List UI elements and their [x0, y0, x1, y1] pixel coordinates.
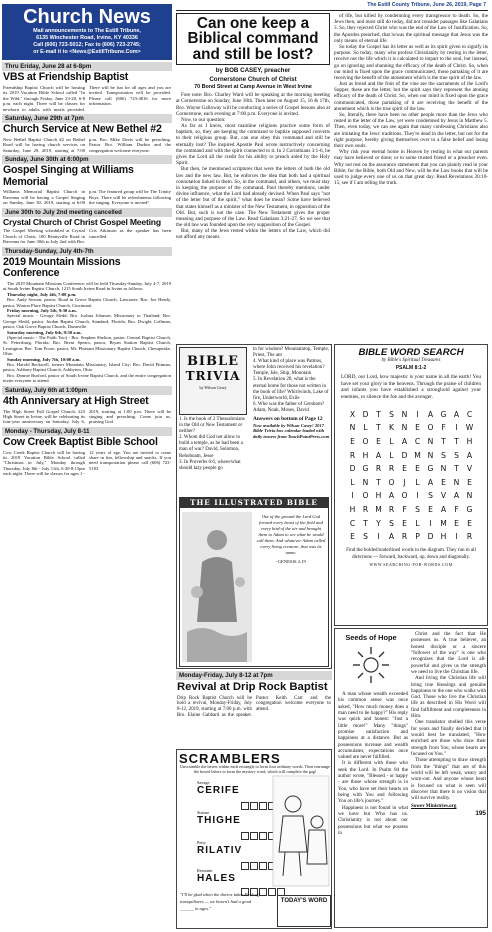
word-search-letter[interactable]: S — [415, 505, 420, 514]
event-paragraph: Bro. Harold Beckwell, former Mountain Missionary, Island City; Bro. David Pittman, pastor, Ashbury Baptist Church, Ashbyton, Ohio. — [3, 362, 171, 373]
event-date: Thursday-Sunday, July 4th-7th — [2, 247, 172, 256]
word-search-letter[interactable]: M — [414, 450, 421, 460]
word-search-letter[interactable]: W — [465, 423, 474, 433]
word-search-letter[interactable]: S — [428, 491, 433, 501]
scramble-word-3 — [197, 840, 242, 857]
word-search-byline: by Bible's Spiritual Treasures — [381, 358, 441, 364]
word-search-letter[interactable]: R — [388, 464, 395, 474]
word-search-letter[interactable]: N — [427, 437, 434, 447]
word-search-letter[interactable]: E — [415, 423, 420, 433]
word-search-letter[interactable]: N — [466, 491, 473, 501]
word-search-letter[interactable]: E — [467, 518, 472, 528]
scramble-hint: Stature — [197, 810, 210, 815]
seeds-column-left — [338, 691, 408, 836]
article-paragraph: of life, but killed by condemning every transgressor to death. So, the Jews then, and most still do today, did not consider passages like Galatians 3. So, they rejected Christ who was the end of the Law of Justification. So, the Apostles preached, that is/was the spiritual message that Jesus was the only means of eternal life. — [334, 13, 488, 44]
word-search-row — [346, 517, 476, 531]
event-body: Friendship Baptist Church will be hosting its 2019 Vacation Bible School called "In the Wild," through Friday, June 23-28, 6-8 p.m. each night. There will be classes for newborn to adults with meals provided. There will be fun for all ages and you are invited. Transportation will be provided. Please call (606) 723-4816 for more information. — [3, 84, 171, 112]
scramble-letters: THIGHE — [197, 815, 241, 827]
event-paragraph: The 2019 Mountain Missions Conference will be held Thursday-Sunday, July 4-7, 2019 at South Irvine Baptist Church, 1215 South Irvine Road in Irvine as follows: — [3, 280, 171, 292]
running-head: The Estill County Tribune, June 26, 2019, Page 7 — [176, 2, 488, 11]
word-search-letter[interactable]: F — [441, 423, 446, 433]
caption-line: ______ in ages." — [180, 905, 212, 911]
word-search-reference: PSALM 8:1-2 — [395, 365, 427, 372]
event-crystal — [2, 208, 172, 245]
scramble-letters: CERIFE — [197, 785, 240, 797]
event-date: June 30th to July 2nd meeting cancelled — [2, 208, 172, 217]
word-search-letter[interactable]: S — [454, 450, 459, 460]
event-body: The High Street Full Gospel Church, 223 High Street in Irvine, will be celebrating its four-year anniversary on Saturday, July 6, 2019, starting at 1:00 p.m. There will be singing and preaching. Come join us, praising God. — [3, 408, 171, 425]
word-search-letter[interactable]: I — [455, 532, 458, 542]
word-search-letter[interactable]: E — [454, 518, 459, 528]
word-search-letter[interactable]: I — [416, 409, 419, 419]
word-search-letter[interactable]: M — [375, 505, 382, 514]
illustration-caption — [256, 514, 326, 565]
seed-icon — [349, 645, 393, 685]
event-paragraph: (Special music - The Faith Trio) - Bro. Stephen Shelton, pastor, Central Baptist Church, St. Petersburg, Florida; Bro. Brent Spears, pastor, Bryan Station Baptist Church, Lexington; Bro. Tom Poore, pastor, Mt. Pleasant Missionary Baptist Church, Chesapeake, Ohio. — [3, 335, 171, 357]
event-date: Monday-Friday, July 8-12 at 7pm — [176, 671, 332, 680]
word-search-letter[interactable]: D — [401, 450, 408, 460]
scramble-word-4 — [197, 868, 236, 885]
trivia-logo-by: by Wilson Casey — [199, 385, 227, 391]
illustration-reference: -GENESIS 2:19 — [276, 558, 306, 564]
event-paragraph: Bro. Andy Sexton, pastor, Road in Grove Baptist Church, Lancaster; Bro. Joe Heady, pastor, Winton Place Baptist Church, Cincinnati. — [3, 297, 171, 308]
word-search-letter[interactable]: R — [362, 505, 369, 514]
seeds-paragraph: It is different with those who seek the Lord. In Psalm 84 the author wrote, "Blessed - or happy - are those whose strength is in You, who have set their hearts on being with You and following You on life's journey." — [338, 760, 408, 805]
word-search-letter[interactable]: T — [376, 409, 381, 419]
event-body: Williams Memorial Baptist Church in Ravenna will be having a Gospel Singing on Sunday, June 30, 2019, starting at 6:00 p.m. The featured group will be The Trinity Boys. There will be refreshments following the singing. Everyone is invited! — [3, 189, 171, 206]
church-news-column — [2, 4, 172, 929]
event-title: Gospel Singing at Williams Memorial — [3, 164, 134, 188]
scramble-hint: Restraint — [197, 868, 213, 873]
word-search-letter[interactable]: A — [401, 437, 408, 447]
trivia-question: 2. Whom did God not allow to build a temple, as he had been a man of war? David, Solomon, Rehoboam, Jesse — [179, 435, 243, 459]
word-search-letter[interactable]: A — [427, 409, 434, 419]
event-title: Revival at Drip Rock Baptist — [177, 681, 328, 694]
word-search-letter[interactable]: F — [402, 505, 407, 514]
scramble-word-1 — [197, 780, 240, 797]
illustration-image — [182, 512, 252, 662]
article-paragraph: So, literally, there have been no other people more than the Jews who rested in the letter of the Law, yet were condemned by Jesus in Matthew 5. Then, even today, we can see again that many confessing Christians also are imitating the Jews' traditions. They're dead in the letter, but not for the right purpose, hereby giving themselves over to a false belief and losing their own souls. — [334, 112, 488, 149]
word-search-letter[interactable]: I — [351, 491, 354, 501]
word-search-row — [346, 531, 476, 545]
seeds-of-hope — [334, 628, 488, 928]
word-search-letter[interactable]: A — [388, 532, 395, 542]
trivia-logo-line1: BIBLE — [186, 354, 240, 369]
word-search-letter[interactable]: G — [440, 409, 447, 419]
article-paragraph: So today the Gospel has its letter as well as its spirit given to signify its purpose. So today, many who profess Christianity by resting in the letter, receive not the life which it is calculated to impart to the soul, but instead, go on ignoring and shunning the efficacy of the death of Christ. So, when our mind is fixed upon the grace communicated, those partaking of it are receiving the benefit of the atonement which is the true spirit of the law. — [334, 43, 488, 81]
word-search-row — [346, 504, 476, 518]
trivia-note: Now available by Wilson Casey! 2017 Bible Trivia box calendar loaded with daily teasers from TouchPointPress.com — [253, 422, 330, 439]
church-news-title: Church News — [23, 6, 151, 28]
word-search-title: BIBLE WORD SEARCH — [358, 347, 464, 358]
word-search-letter[interactable]: T — [376, 423, 381, 433]
word-search-row — [346, 436, 476, 450]
word-search-letter[interactable]: A — [427, 477, 434, 487]
event-body: Drip Rock Baptist Church will be hold a revival, Monday-Friday, July 8-12, 2019, starting at 7:00 p.m. with Bro. Elaine Gabbard as the speaker. Pastor Keith Carr and the congregation welcome everyone to attend. — [177, 695, 331, 718]
main-article — [176, 13, 488, 343]
word-search-letter[interactable]: H — [375, 491, 382, 501]
word-search-letter[interactable]: F — [454, 505, 459, 514]
article-headline: Can one keep a Biblical command and still be lost? — [187, 15, 319, 63]
article-body-right — [334, 13, 488, 186]
word-search-letter[interactable]: G — [427, 464, 434, 474]
word-search-letter[interactable]: D — [427, 532, 434, 542]
word-search-letter[interactable]: P — [415, 532, 420, 542]
illustrated-bible-title: THE ILLUSTRATED BIBLE — [180, 498, 328, 508]
word-search-letter[interactable]: R — [349, 450, 356, 460]
word-search-letter[interactable]: S — [389, 409, 394, 419]
word-search-letter[interactable]: E — [350, 437, 355, 447]
word-search-letter[interactable]: A — [466, 450, 473, 460]
seeds-signature[interactable]: Sower Ministries.org — [411, 803, 457, 810]
event-new-bethel — [2, 114, 172, 153]
word-search-letter[interactable]: G — [466, 505, 473, 514]
word-search-letter[interactable]: H — [440, 532, 447, 542]
trivia-question: 1. Is the book of 2 Thessalonians in the Old or New Testament or neither? — [179, 417, 245, 435]
article-place: 70 Bond Street at Camp Avenue in West Irvine — [194, 83, 312, 90]
event-body: The Gospel Meeting scheduled at Crystal Church of Christ, 100 Beattyville Road in Ravenna for June 30th to July 2nd with Bro. Cris Atkinson as the speaker has been cancelled. — [3, 228, 171, 245]
event-paragraph: Special music - George Sledd; Bro. Joshua Johnson, Missionary to Thailand; Bro. George Sledd, pastor, Jordan Baptist Church, Standard, Florida; Bro. Dwight Coffman, pastor, Oak Grove Baptist Church, Dunnville. — [3, 313, 171, 330]
illustration-verse: Out of the ground the Lord God formed every beast of the field and every bird of the air and brought them to Adam to see what he would call them. And whatever Adam called every living creature, that was its name. — [256, 514, 326, 555]
article-left-column — [176, 13, 330, 241]
word-search-letter[interactable]: H — [362, 450, 369, 460]
article-church: Cornerstone Church of Christ — [209, 76, 297, 84]
bible-word-search — [334, 344, 488, 626]
word-search-instructions: Find the bolded/underlined words in the diagram. They run in all directions — forward, backward, up, down and diagonally. — [346, 548, 476, 560]
event-title: VBS at Friendship Baptist — [3, 71, 129, 84]
illustrated-bible — [179, 497, 329, 667]
event-paragraph: Thursday night, July 4th, 7:00 p.m. — [7, 291, 77, 297]
todays-word-box[interactable] — [277, 895, 331, 927]
caption-line: "I'll be glad when the doctor takes Herb off — [180, 892, 260, 897]
article-paragraph: As far as I know, most mainline religions practice some form of baptism, so, they are keeping the command to baptize supposed converts to their religious group. But, can one obey this command and still be eternally lost? The inspired Apostle Paul wrote instructively concerning the command and with the spirit connected to it. In 2 Corinthians 3:1-6, he gives the Lord all the credit for his ability to preach aided by the Holy Spirit. — [176, 123, 330, 167]
word-search-letter[interactable]: L — [415, 477, 420, 487]
seeds-paragraph: One translator studied this verse for years and finally decided that it would best be translated, "How enriched are those who draw their strength from You, whose hearts are focused on You." — [411, 719, 486, 757]
word-search-letter[interactable]: T — [363, 518, 368, 528]
word-search-url: WWW.SEARCHING-FOR-WORDS.COM — [369, 561, 453, 567]
word-search-letter[interactable]: E — [402, 518, 407, 528]
word-search-letter[interactable]: T — [454, 464, 459, 474]
trivia-questions-right — [253, 347, 330, 439]
scramblers-title: SCRAMBLERS — [179, 751, 281, 766]
event-paragraph: Saturday morning, July 6th, 9:30 a.m. — [7, 329, 82, 335]
event-body — [2, 281, 172, 384]
word-search-letter[interactable]: E — [415, 464, 420, 474]
trivia-logo-line2: TRIVIA — [185, 369, 241, 384]
word-search-letter[interactable]: O — [388, 477, 395, 487]
word-search-letter[interactable]: E — [376, 437, 381, 447]
article-paragraph: Now, to our question: — [181, 116, 226, 123]
word-search-letter[interactable]: I — [416, 491, 419, 501]
word-search-verse: LORD, our Lord, how majestic is your name in all the earth! You have set your glory in the heavens. Through the praise of children and infants you have established a stronghold against your enemies, to silence the foe and the avenger. — [341, 374, 481, 400]
scramble-hint: Savage — [197, 780, 210, 785]
word-search-letter[interactable]: D — [362, 409, 369, 419]
event-date: Monday - Thursday, July 8-11 — [2, 427, 172, 436]
word-search-letter[interactable]: A — [375, 450, 382, 460]
word-search-letter[interactable]: N — [362, 477, 369, 487]
event-title: 2019 Mountain Missions Conference — [3, 255, 121, 280]
event-paragraph: Sunday morning, July 7th, 10:00 a.m. — [7, 356, 81, 362]
word-search-letter[interactable]: N — [401, 423, 408, 433]
article-paragraph: Just as bread and the fruit of the vine are the sacraments of the Lord's Supper, these are the letter, but the spirit says they represent the atoning efficacy of the death of Christ. So, when our mind is fixed upon the grace communicated, those partaking of it are receiving the benefit of the atonement which is the true spirit of the law. — [334, 81, 488, 112]
event-title: Church Service at New Bethel #2 — [3, 123, 162, 136]
word-search-letter[interactable]: K — [389, 423, 394, 433]
scramblers-puzzle — [176, 749, 332, 929]
event-title: 4th Anniversary at High Street — [3, 394, 149, 407]
word-search-letter[interactable]: J — [403, 477, 406, 487]
word-search-letter[interactable]: A — [453, 491, 460, 501]
seeds-column-right — [411, 631, 486, 818]
word-search-letter[interactable]: T — [376, 477, 381, 487]
word-search-letter[interactable]: H — [466, 437, 473, 447]
scramble-hint: Petty — [197, 840, 206, 845]
word-search-letter[interactable]: S — [389, 518, 394, 528]
word-search-letter[interactable]: C — [466, 409, 473, 419]
event-paragraph: Friday morning, July 5th, 9:30 a.m. — [7, 308, 77, 314]
word-search-letter[interactable]: A — [388, 491, 395, 501]
seeds-paragraph: Happiness is not found in what we have but Who has us. Christianity is not about our possessions but what we possess in — [338, 804, 408, 836]
church-news-header — [2, 4, 172, 60]
word-search-letter[interactable]: H — [349, 505, 356, 514]
word-search-letter[interactable]: N — [440, 464, 447, 474]
word-search-letter[interactable]: T — [441, 437, 446, 447]
word-search-letter[interactable]: E — [467, 477, 472, 487]
word-search-letter[interactable]: X — [349, 409, 356, 419]
word-search-row — [346, 490, 476, 504]
word-search-letter[interactable]: O — [401, 491, 408, 501]
word-search-letter[interactable]: L — [350, 477, 355, 487]
word-search-row — [346, 449, 476, 463]
seeds-number: 195 — [475, 809, 486, 817]
word-search-letter[interactable]: L — [415, 518, 420, 528]
word-search-row — [346, 422, 476, 436]
seeds-paragraph: Christ and the fact that He possesses us. A true believer, an honest disciple or a sincere "follower of the way" is one who recognizes that the Lord is all-powerful and gives us the strength we need to live the Christian life. — [411, 631, 486, 675]
word-search-letter[interactable]: O — [362, 491, 369, 501]
word-search-letter[interactable]: N — [427, 450, 434, 460]
trivia-questions-left — [179, 417, 249, 472]
seeds-paragraph: And living the Christian life will bring true blessings and genuine happiness to the one who walks with God. Those who live the Christian life as described in His Word will find fulfillment and completeness in Him. — [411, 675, 486, 720]
event-cow-creek — [2, 427, 172, 477]
seeds-paragraph: A man whose wealth exceeded his common sense was once asked, "How much money does a man need to be happy?" His reply was quick and honest: "Just a little more!" Many "things" promise satisfaction and happiness at a distance. But as possessions increase and wealth accumulates, expectations once valued are never fulfilled. — [338, 691, 408, 761]
church-news-sub: Call (606) 723-5012; Fax to (606) 723-2745; — [33, 42, 141, 49]
event-date: Sunday, June 30th at 6:00pm — [2, 155, 172, 164]
word-search-letter[interactable]: O — [427, 423, 434, 433]
word-search-letter[interactable]: M — [440, 518, 447, 528]
event-title: Crystal Church of Christ Gospel Meeting — [3, 216, 161, 227]
word-search-letter[interactable]: C — [414, 437, 421, 447]
word-search-grid[interactable] — [346, 409, 476, 545]
todays-word-label: TODAY'S WORD — [280, 898, 328, 904]
word-search-letter[interactable]: R — [466, 532, 473, 542]
event-body: Cow Creek Baptist Church will be having its 2019 Vacation Bible School called "Christmas in July," Monday through Thursday, July 8th - July 11th, 6:30-8:15pm each night. There will be classes for ages 1 - 12 years of age. You are invited to come share in fun, fellowship and snacks. If you need transportation please call (606) 723-5183. — [3, 449, 171, 477]
scramble-letters: RILATIV — [197, 845, 243, 857]
word-search-letter[interactable]: S — [441, 450, 446, 460]
event-paragraph: Bro. Donnie Burford, pastor of South Irvine Baptist Church, and the entire congregation invite everyone to attend. — [3, 372, 171, 384]
trivia-question: 3. In Proverbs 6:6, where/what should lazy people go — [179, 459, 241, 471]
trivia-question: 4. What kind of place was Patmos, where John received his revelation? Temple, Isle, Ship, Mountain — [253, 359, 325, 377]
bible-trivia — [176, 344, 332, 669]
word-search-row — [346, 409, 476, 423]
word-search-letter[interactable]: O — [362, 437, 369, 447]
seeds-of-hope-logo — [337, 631, 405, 689]
word-search-letter[interactable]: V — [466, 464, 473, 474]
word-search-letter[interactable]: I — [377, 532, 380, 542]
trivia-answers-label: Answers on bottom of Page 12 — [253, 416, 323, 423]
seeds-paragraph: Those attempting to draw strength from the "things" that are of this world will be left weak, weary and worn-out. And anyone whose heart is focused on what is seen will discover that there is no vision that will survive reality. — [411, 757, 486, 802]
event-anniversary — [2, 386, 172, 425]
word-search-letter[interactable]: N — [349, 423, 356, 433]
word-search-letter[interactable]: L — [389, 437, 394, 447]
church-news-sub: 6135 Winchester Road, Irvine, KY 40336 — [36, 35, 138, 42]
word-search-letter[interactable]: C — [349, 518, 356, 528]
article-paragraph: Fore note: Bro. Charley Ward will be speaking at the morning meeting at Cornerstone on Sunday, June 30th. Then later on August 15, 16 & 17th, Bro. Wayne Galloway will be conducting a series of Gospel lessons also at Cornerstone, each evening at 7:00 p.m. Everyone is invited. — [176, 92, 330, 117]
word-search-letter[interactable]: G — [362, 464, 369, 474]
word-search-letter[interactable]: A — [440, 505, 447, 514]
article-headline-box — [176, 13, 330, 65]
word-search-letter[interactable]: D — [349, 464, 356, 474]
scramblers-instructions: Unscramble the letters within each rectangle to form four ordinary words. Then rearrange the boxed letters to form the mystery word, which will complete the gag! — [179, 764, 331, 774]
word-search-letter[interactable]: S — [363, 532, 368, 542]
event-date: Thru Eriday, June 28 at 6-8pm — [2, 62, 172, 71]
scramblers-caption — [180, 892, 276, 913]
scramble-word-2 — [197, 810, 241, 827]
event-date: Saturday, June 29th at 7pm — [2, 114, 172, 123]
seeds-logo-text: Seeds of Hope — [345, 633, 397, 642]
word-search-letter[interactable]: L — [389, 450, 394, 460]
trivia-question: to for wisdom? Mountaintop, Temple, Priest, The ant — [253, 347, 329, 359]
word-search-letter[interactable]: L — [363, 423, 368, 433]
word-search-letter[interactable]: R — [388, 505, 395, 514]
caption-line: tranquilizers — we haven't had a good — [180, 898, 252, 904]
article-paragraph: Why risk your eternal home in Heaven by resting in what our parents may have believed or done; or to some trusted friend or a preacher even. Why not rest on the assurance statements that you can plainly read in your Bible; for the Bible, both Old and New, will be the Law books that will be used to judge every one of us on that great day. Read Revelations 20:10-15, see if I am telling the truth. — [334, 149, 488, 187]
event-drip-rock — [176, 671, 332, 747]
word-search-letter[interactable]: E — [428, 505, 433, 514]
word-search-letter[interactable]: Y — [376, 518, 381, 528]
word-search-letter[interactable]: V — [440, 491, 447, 501]
word-search-row — [346, 463, 476, 477]
word-search-letter[interactable]: I — [429, 518, 432, 528]
word-search-letter[interactable]: E — [402, 464, 407, 474]
word-search-letter[interactable]: R — [375, 464, 382, 474]
word-search-letter[interactable]: R — [401, 532, 408, 542]
event-gospel-singing — [2, 155, 172, 206]
scramble-letters: HALES — [197, 873, 236, 885]
bible-trivia-logo — [179, 347, 247, 415]
word-search-letter[interactable]: N — [453, 477, 460, 487]
article-body-left — [176, 92, 330, 241]
church-news-sub: Mail announcements to The Estill Tribune, — [33, 28, 141, 34]
word-search-letter[interactable]: T — [454, 437, 459, 447]
word-search-letter[interactable]: I — [455, 423, 458, 433]
article-paragraph: But, many of the Jews rested within the letters of the Law, which did not afford any means — [176, 228, 330, 241]
event-title: Cow Creek Baptist Bible School — [3, 435, 158, 448]
article-byline: by BOB CASEY, preacher — [215, 66, 291, 74]
article-paragraph: But then, he mentioned scriptures that were the letters of both the old law and the new law. But, he enforces the idea that both had a spiritual connotation linked to them. So, in the command, and others, we must stay in keeping the purpose of the command. Paul thereby mentions, under divine influence, what the Lord had already devised. When Paul says "not of the letter but of the spirit," what does he mean? Some have believed that states himself as a minister of the New Testament, in opposition of the Old. But, such is not the case. The New Testament gives the proper meaning and purpose of the Law. Read Galatians 3:21-27. So we see that the old law was founded upon the very supposition of the Gospel. — [176, 166, 330, 229]
word-search-row — [346, 477, 476, 491]
scramblers-cartoon — [271, 772, 331, 890]
word-search-letter[interactable]: A — [453, 409, 460, 419]
trivia-question: 6. Who was the father of Gershom? Adam, Noah, Moses, David — [253, 401, 325, 413]
event-date: Saturday, July 6th at 1:00pm — [2, 386, 172, 395]
trivia-question: 5. In Revelation 20, what is the eternal home for those not written in the book of life? Whirlwinds, Lake of fire, Underworld, Exile — [253, 377, 329, 401]
word-search-letter[interactable]: E — [441, 477, 446, 487]
church-news-email[interactable]: or E-mail it to <News@EstillTribune.Com> — [33, 49, 141, 56]
word-search-letter[interactable]: N — [401, 409, 408, 419]
event-vbs — [2, 62, 172, 112]
event-body: New Bethel Baptist Church #2 on Bethel Road will be having church services on Saturday, June 29, 2019, starting at 7:00 p.m. Bro. Mike Davis will be preaching. Pastor Bro. William Durbin and the congregation welcome everyone. — [3, 136, 171, 153]
event-missions-conference — [2, 247, 172, 384]
word-search-letter[interactable]: E — [350, 532, 355, 542]
